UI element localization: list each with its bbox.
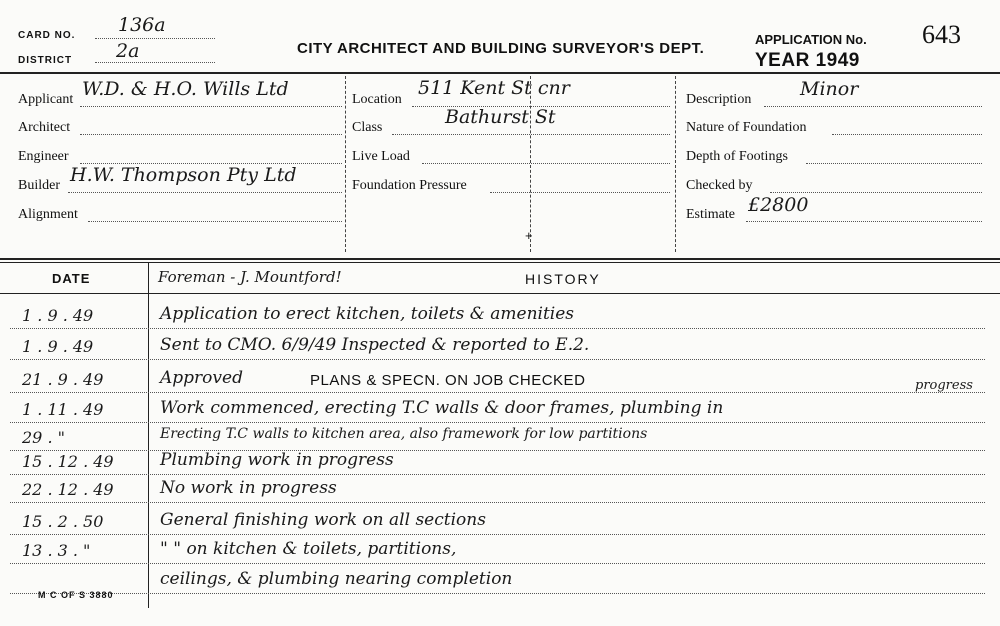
card-no-value: 136a [118, 14, 166, 36]
history-row-date: 1 . 11 . 49 [22, 400, 104, 419]
history-row-date: 29 . " [22, 428, 65, 447]
application-number: 643 [922, 20, 961, 49]
form-code: M C OF S 3880 [38, 590, 114, 600]
record-card: CARD NO. 136a DISTRICT 2a CITY ARCHITECT AND BUILDING SURVEYOR'S DEPT. APPLICATION No. 643 YEAR 1949 Applicant W.D. & H.O. Wills Ltd Architect Engineer Builder H.W. Thompson Pty Ltd Alignment Location 511 Kent St cnr Class Bathurst St Live Load Foundation Pressure Description Minor Nature of Foundation Depth of Footings Checked by Estimate £2800 + DATE Foreman - J. Mountford! HISTORY progress 1 . 9 . 49 Application to erect kitchen, toilets & amenities 1 . 9 . 49 Sent to CMO. 6/9/49 Inspected & reported to E.2. 21 . 9 . 49 Approved 1 . 11 . 49 Work commenced, erecting T.C walls & door frames, plumbing in 29 . " Erecting T.C walls to kitchen area, also framework for low partitions 15 . 12 . 49 Plumbing work in progress 22 . 12 . 49 No work in progress 15 . 2 . 50 General finishing work on all sections 13 . 3 . " " " on kitchen & toilets, partitions, ceilings, & plumbing nearing completion PLANS & SPECN. ON JOB CHECKED M C OF S 3880 [0, 0, 1000, 626]
estimate-label: Estimate [686, 207, 735, 222]
history-row-entry: Work commenced, erecting T.C walls & door frames, plumbing in [160, 398, 724, 418]
card-no-label: CARD NO. [18, 30, 76, 41]
engineer-label: Engineer [18, 149, 69, 164]
plans-checked-stamp: PLANS & SPECN. ON JOB CHECKED [310, 372, 586, 389]
history-row-date: 15 . 12 . 49 [22, 452, 114, 471]
history-row-entry: Sent to CMO. 6/9/49 Inspected & reported to E.2. [160, 335, 590, 355]
history-row-entry: Erecting T.C walls to kitchen area, also framework for low partitions [160, 426, 648, 442]
applicant-label: Applicant [18, 92, 74, 107]
architect-label: Architect [18, 120, 71, 135]
alignment-label: Alignment [18, 207, 78, 222]
nature-of-foundation-label: Nature of Foundation [686, 120, 807, 135]
description-value: Minor [800, 78, 859, 100]
builder-label: Builder [18, 178, 60, 193]
history-row-entry: " " on kitchen & toilets, partitions, [160, 539, 457, 559]
district-value: 2a [116, 40, 140, 62]
history-row-date: 1 . 9 . 49 [22, 306, 94, 325]
department-title: CITY ARCHITECT AND BUILDING SURVEYOR'S DEPT. [297, 40, 705, 57]
history-row-date: 15 . 2 . 50 [22, 512, 104, 531]
description-label: Description [686, 92, 752, 107]
location-label: Location [352, 92, 402, 107]
date-column-header: DATE [52, 271, 91, 286]
applicant-value: W.D. & H.O. Wills Ltd [82, 78, 289, 100]
live-load-label: Live Load [352, 149, 410, 164]
class-value: Bathurst St [445, 106, 556, 128]
year-label: YEAR 1949 [755, 50, 860, 71]
history-row-entry: No work in progress [160, 478, 337, 498]
class-label: Class [352, 120, 383, 135]
progress-insertion-note: progress [915, 378, 973, 393]
history-row-entry: ceilings, & plumbing nearing completion [160, 569, 513, 589]
checked-by-label: Checked by [686, 178, 753, 193]
history-row-date: 22 . 12 . 49 [22, 480, 114, 499]
history-row-date: 13 . 3 . " [22, 541, 91, 560]
application-label: APPLICATION No. [755, 32, 867, 47]
history-row-date: 21 . 9 . 49 [22, 370, 104, 389]
foundation-pressure-label: Foundation Pressure [352, 178, 467, 193]
history-row-entry: General finishing work on all sections [160, 510, 486, 530]
estimate-value: £2800 [748, 194, 809, 216]
history-row-entry: Approved [160, 368, 243, 388]
builder-value: H.W. Thompson Pty Ltd [70, 164, 297, 186]
history-column-header: HISTORY [525, 271, 601, 287]
history-row-entry: Plumbing work in progress [160, 450, 394, 470]
foreman-note: Foreman - J. Mountford! [158, 268, 342, 286]
location-value: 511 Kent St cnr [418, 77, 570, 99]
history-row-entry: Application to erect kitchen, toilets & amenities [160, 304, 575, 324]
history-row-date: 1 . 9 . 49 [22, 337, 94, 356]
district-label: DISTRICT [18, 55, 73, 66]
depth-of-footings-label: Depth of Footings [686, 149, 788, 164]
